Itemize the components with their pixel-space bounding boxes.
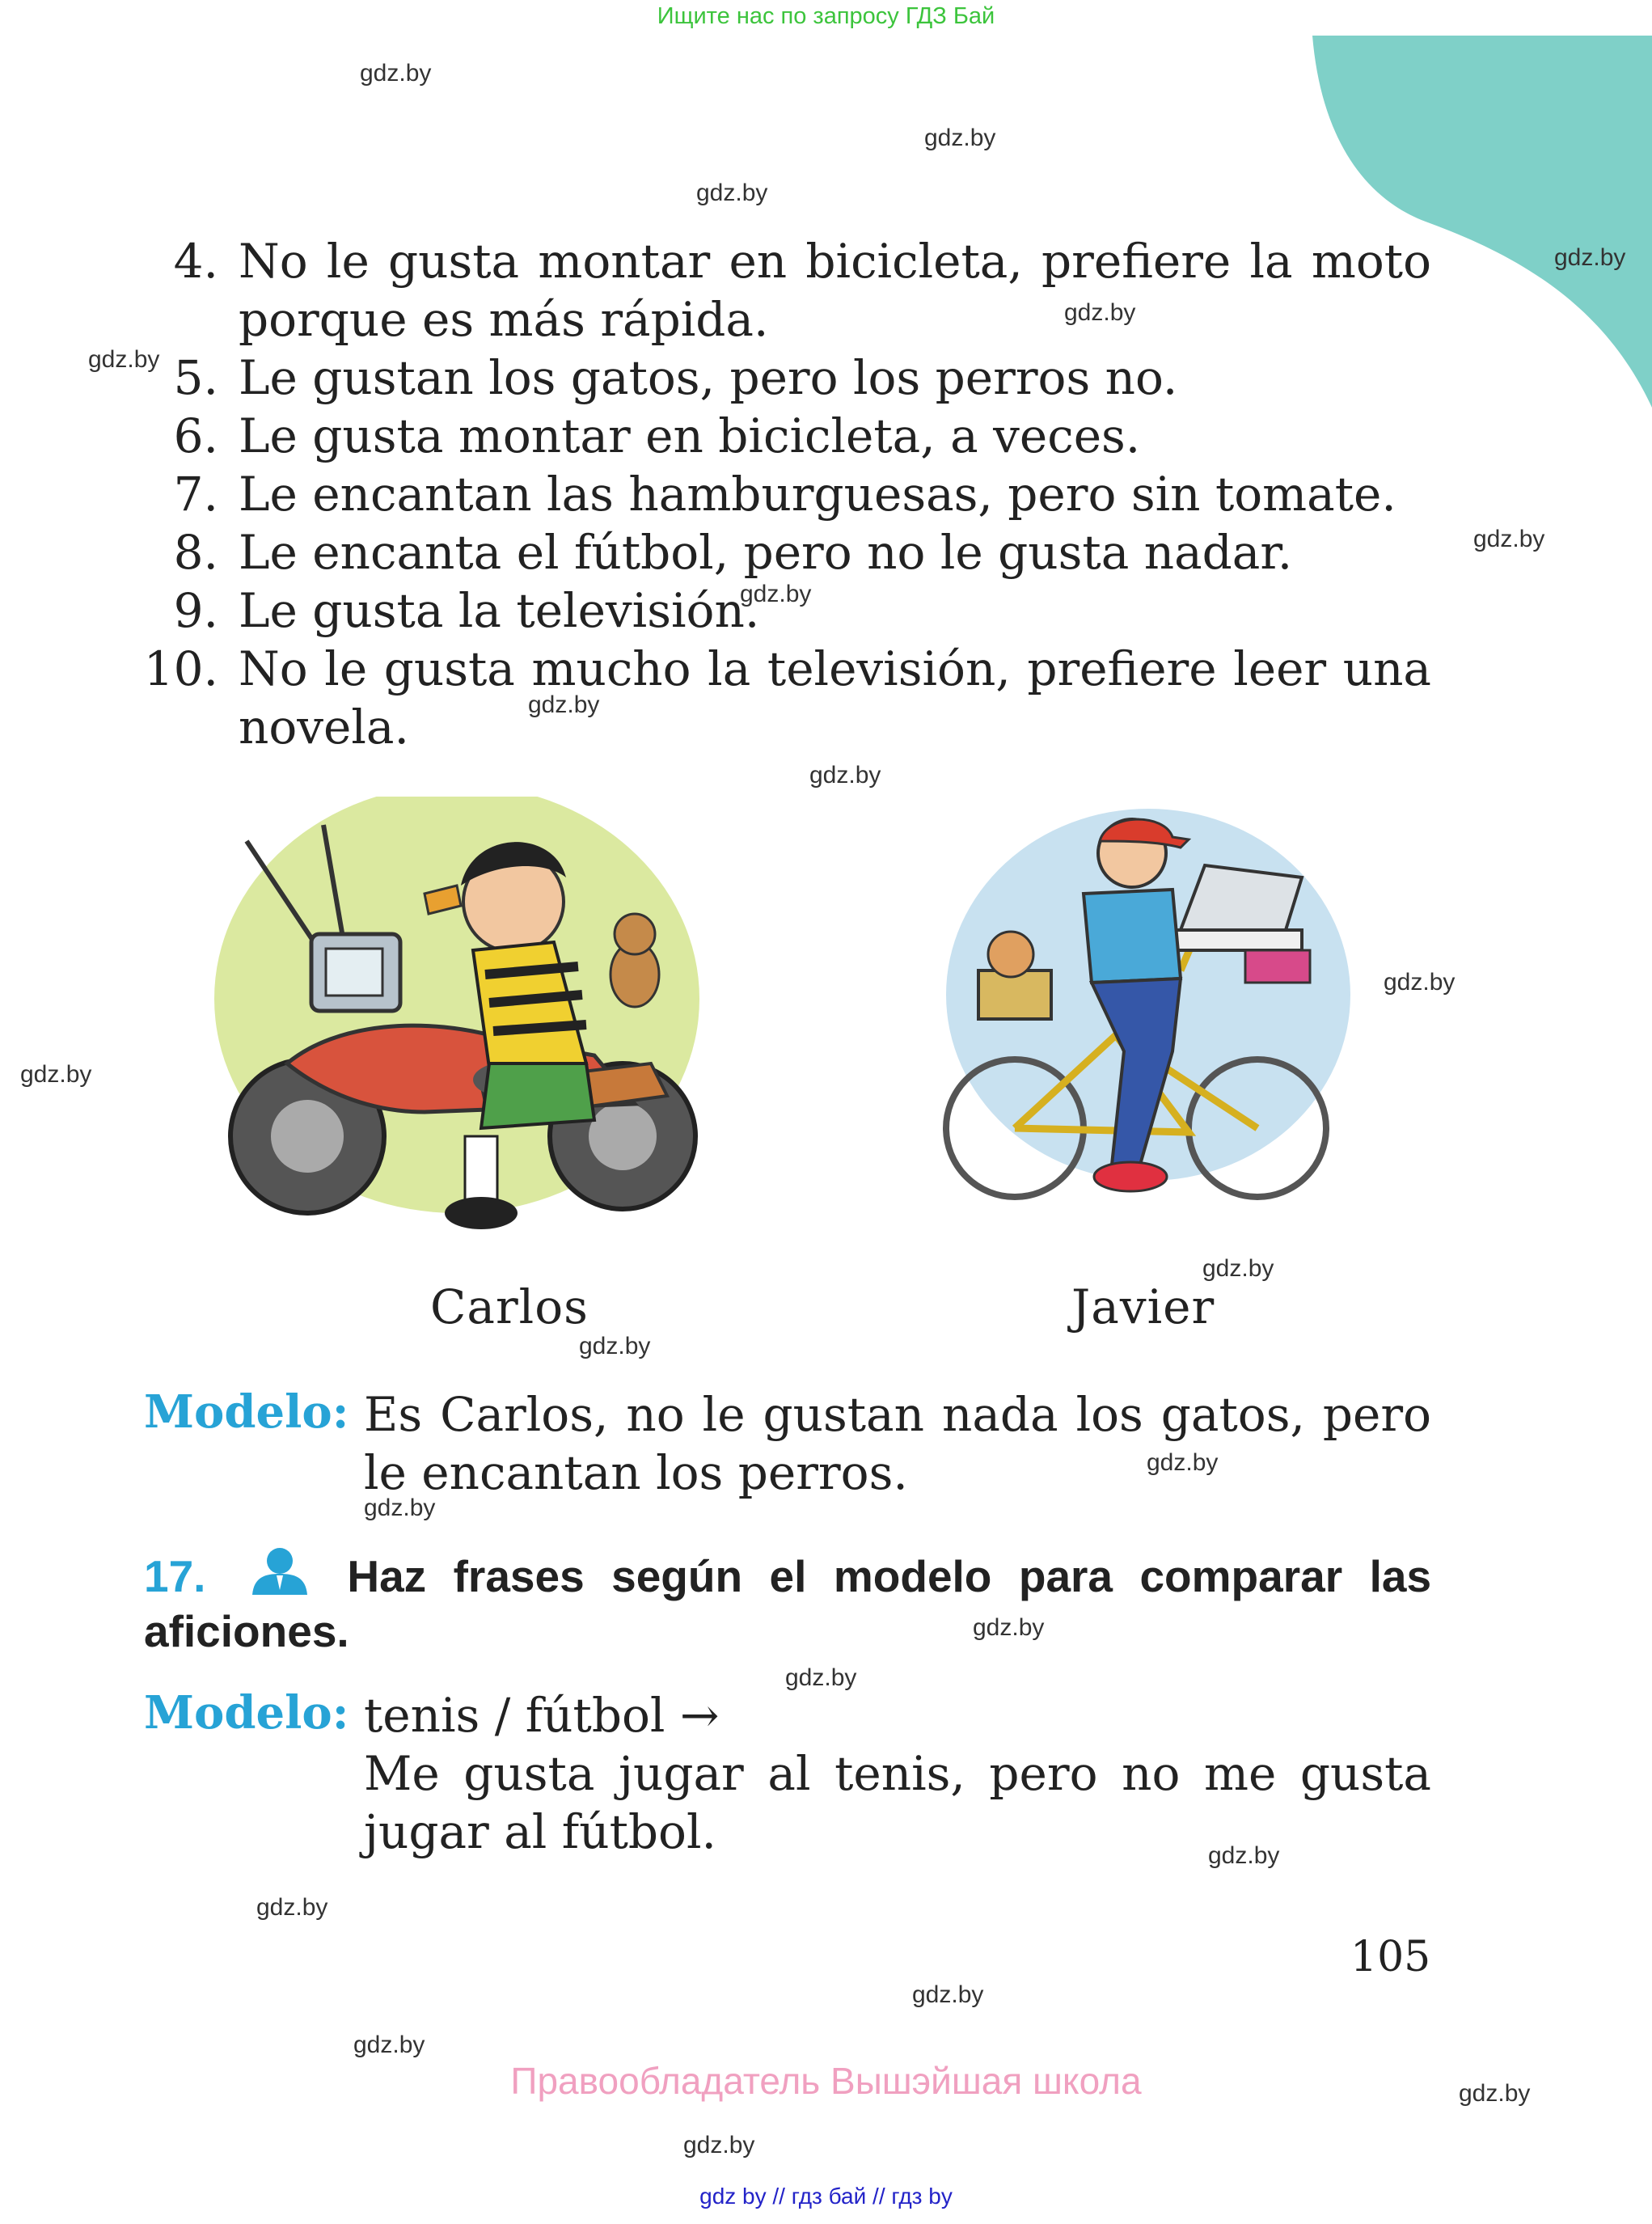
copyright: Правообладатель Вышэйшая школа bbox=[510, 2060, 1142, 2102]
watermark: gdz.by bbox=[360, 60, 432, 87]
person-icon bbox=[247, 1545, 312, 1596]
list-item-text: Le encanta el fútbol, pero no le gusta nadar. bbox=[239, 525, 1293, 580]
watermark: gdz.by bbox=[809, 762, 881, 789]
watermark: gdz.by bbox=[20, 1061, 92, 1088]
list-item-text: No le gusta montar en bicicleta, prefiere la moto porque es más rápida. bbox=[239, 234, 1431, 347]
list-item-number: 5. bbox=[173, 350, 218, 405]
watermark: gdz.by bbox=[740, 581, 812, 607]
watermark: gdz.by bbox=[579, 1333, 651, 1359]
footer-links[interactable]: gdz by // гдз бай // гдз by bbox=[699, 2184, 953, 2209]
watermark: gdz.by bbox=[1202, 1255, 1274, 1282]
list-item-text: Le gusta la televisión. bbox=[239, 583, 760, 638]
watermark: gdz.by bbox=[785, 1664, 857, 1691]
modelo-line1: tenis / fútbol → bbox=[364, 1688, 720, 1743]
modelo-line2: Me gusta jugar al tenis, pero no me gusta jugar al fútbol. bbox=[364, 1746, 1431, 1859]
list-item-number: 8. bbox=[173, 525, 218, 580]
watermark: gdz.by bbox=[1554, 244, 1626, 271]
watermark: gdz.by bbox=[88, 346, 160, 373]
list-item-number: 10. bbox=[143, 641, 218, 696]
watermark: gdz.by bbox=[353, 2032, 425, 2058]
javier-illustration bbox=[938, 809, 1358, 1221]
watermark: gdz.by bbox=[256, 1894, 328, 1921]
modelo-label: Modelo: bbox=[144, 1686, 349, 1740]
watermark: gdz.by bbox=[528, 691, 600, 718]
watermark: gdz.by bbox=[912, 1981, 984, 2008]
list-item-text: Le gustan los gatos, pero los perros no. bbox=[239, 350, 1178, 405]
list-item-number: 6. bbox=[173, 408, 218, 463]
search-hint: Ищите нас по запросу ГДЗ Бай bbox=[657, 3, 995, 29]
carlos-caption: Carlos bbox=[430, 1279, 589, 1334]
modelo-text: Es Carlos, no le gustan nada los gatos, pero le encantan los perros. bbox=[364, 1387, 1431, 1500]
watermark: gdz.by bbox=[924, 125, 996, 151]
watermark: gdz.by bbox=[696, 180, 768, 206]
list-item-text: Le gusta montar en bicicleta, a veces. bbox=[239, 408, 1141, 463]
list-item-number: 9. bbox=[173, 583, 218, 638]
watermark: gdz.by bbox=[1208, 1842, 1280, 1869]
list-item-text: No le gusta mucho la televisión, prefiere leer una novela. bbox=[239, 641, 1431, 755]
modelo-label: Modelo: bbox=[144, 1385, 349, 1439]
list-item-text: Le encantan las hamburguesas, pero sin tomate. bbox=[239, 467, 1396, 522]
exercise-text: Haz frases según el modelo para comparar las aficiones. bbox=[144, 1551, 1432, 1656]
watermark: gdz.by bbox=[683, 2132, 755, 2158]
watermark: gdz.by bbox=[1064, 299, 1136, 326]
watermark: gdz.by bbox=[1384, 969, 1456, 996]
watermark: gdz.by bbox=[1147, 1449, 1219, 1476]
watermark: gdz.by bbox=[973, 1614, 1045, 1641]
exercise-number: 17. bbox=[144, 1551, 206, 1601]
list-item-number: 7. bbox=[173, 467, 218, 522]
carlos-illustration bbox=[214, 797, 720, 1233]
list-item-number: 4. bbox=[173, 234, 218, 289]
watermark: gdz.by bbox=[1459, 2080, 1531, 2107]
page-number: 105 bbox=[1350, 1933, 1431, 1981]
exercise-17 bbox=[144, 1545, 1431, 1659]
watermark: gdz.by bbox=[364, 1495, 436, 1521]
javier-caption: Javier bbox=[1071, 1279, 1215, 1334]
watermark: gdz.by bbox=[1473, 526, 1545, 552]
